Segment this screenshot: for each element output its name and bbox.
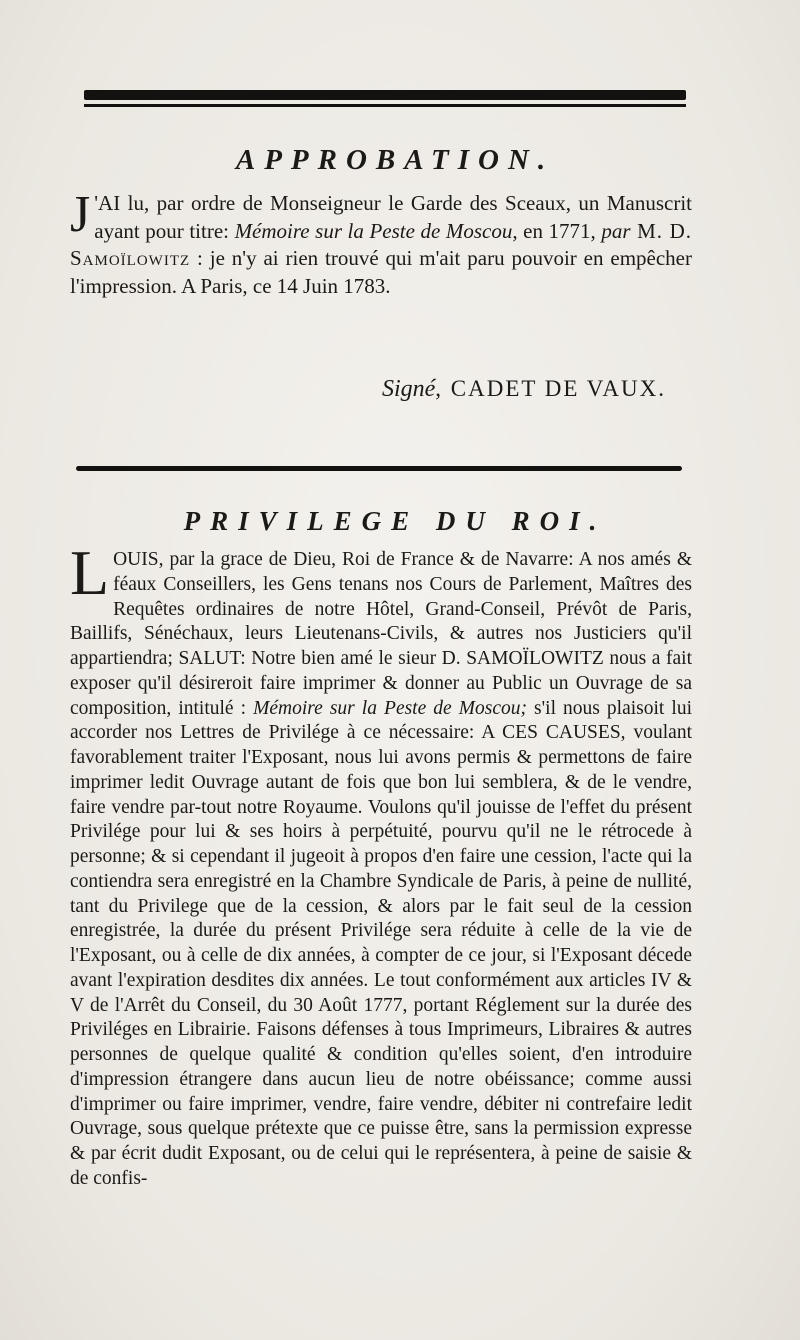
- signature-line: [70, 376, 666, 403]
- privilege-heading: PRIVILEGE DU ROI.: [183, 506, 607, 536]
- approbation-text-1: 'AI lu, par ordre de Monseigneur le Garde des Sceaux, un Manuscrit ayant pour titre:: [94, 191, 692, 243]
- drop-cap-j: J: [70, 186, 91, 243]
- approbation-paragraph: [70, 186, 693, 300]
- signer-name: , CADET DE VAUX.: [435, 376, 666, 401]
- privilege-paragraph: [70, 537, 692, 1192]
- signed-label: Signé: [381, 376, 436, 402]
- privilege-book-title: Mémoire sur la Peste de Moscou;: [253, 697, 527, 719]
- par-word: par: [601, 218, 631, 243]
- approbation-text-2: , en 1771,: [512, 218, 602, 243]
- approbation-text-3: : je n'y ai rien trouvé qui m'ait paru pouvoir en empêcher l'impression. A Paris, ce 14 Juin 1783.: [70, 246, 692, 298]
- drop-cap-l: L: [70, 537, 110, 608]
- privilege-text-1: OUIS, par la grace de Dieu, Roi de France & de Navarre: A nos amés & féaux Conseillers, les Gens tenans nos Cours de Parlement, Maîtres des Requêtes ordinaires de notre Hôtel, Grand-Conseil, Prévôt de Paris, Baillifs, Sénéchaux, leurs Lieutenans-Civils, & autres nos Justiciers qu'il appartiendra; SALUT: Notre bien amé le sieur D. SAMOÏLOWITZ nous a fait exposer qu'il désireroit faire imprimer & donner au Public un Ouvrage de sa composition, intitulé :: [70, 549, 692, 719]
- privilege-text-2: s'il nous plaisoit lui accorder nos Lettres de Privilége à ce nécessaire: A CES CAUSES, voulant favorablement traiter l'Exposant, nous lui avons permis & permettons de faire imprimer ledit Ouvrage autant de fois que bon lui semblera, & de le vendre, faire vendre par-tout notre Royaume. Voulons qu'il jouisse de l'effet du présent Privilége pour lui & ses hoirs à perpétuité, pourvu qu'il ne le rétrocede à personne; & si cependant il jugeoit à propos d'en faire une cession, l'acte qui la contiendra sera enregistré en la Chambre Syndicale de Paris, à peine de nullité, tant du Privilege que de la cession, & alors par le fait seul de la cession enregistrée, la durée du présent Privilége sera réduite à celle de la vie de l'Exposant, ou à celle de dix années, à compter de ce jour, si l'Exposant décede avant l'expiration desdites dix années. Le tout conformément aux articles IV & V de l'Arrêt du Conseil, du 30 Août 1777, portant Réglement sur la durée des Priviléges en Librairie. Faisons défenses à tous Imprimeurs, Libraires & autres personnes de quelque qualité & condition qu'elles soient, d'en introduire d'impression étrangere dans aucun lieu de notre obéissance; comme aussi d'imprimer ou faire imprimer, vendre, faire vendre, débiter ni contrefaire ledit Ouvrage, sous quelque prétexte que ce puisse être, sans la permission expresse & par écrit dudit Exposant, ou de celui qui le représentera, à peine de saisie & de confis-: [70, 697, 692, 1189]
- manuscript-title: Mémoire sur la Peste de Moscou: [234, 218, 513, 243]
- approbation-heading: APPROBATION.: [235, 144, 555, 176]
- section-divider-rule: [76, 466, 682, 471]
- author-name: M. D. Samoïlowitz: [70, 218, 693, 270]
